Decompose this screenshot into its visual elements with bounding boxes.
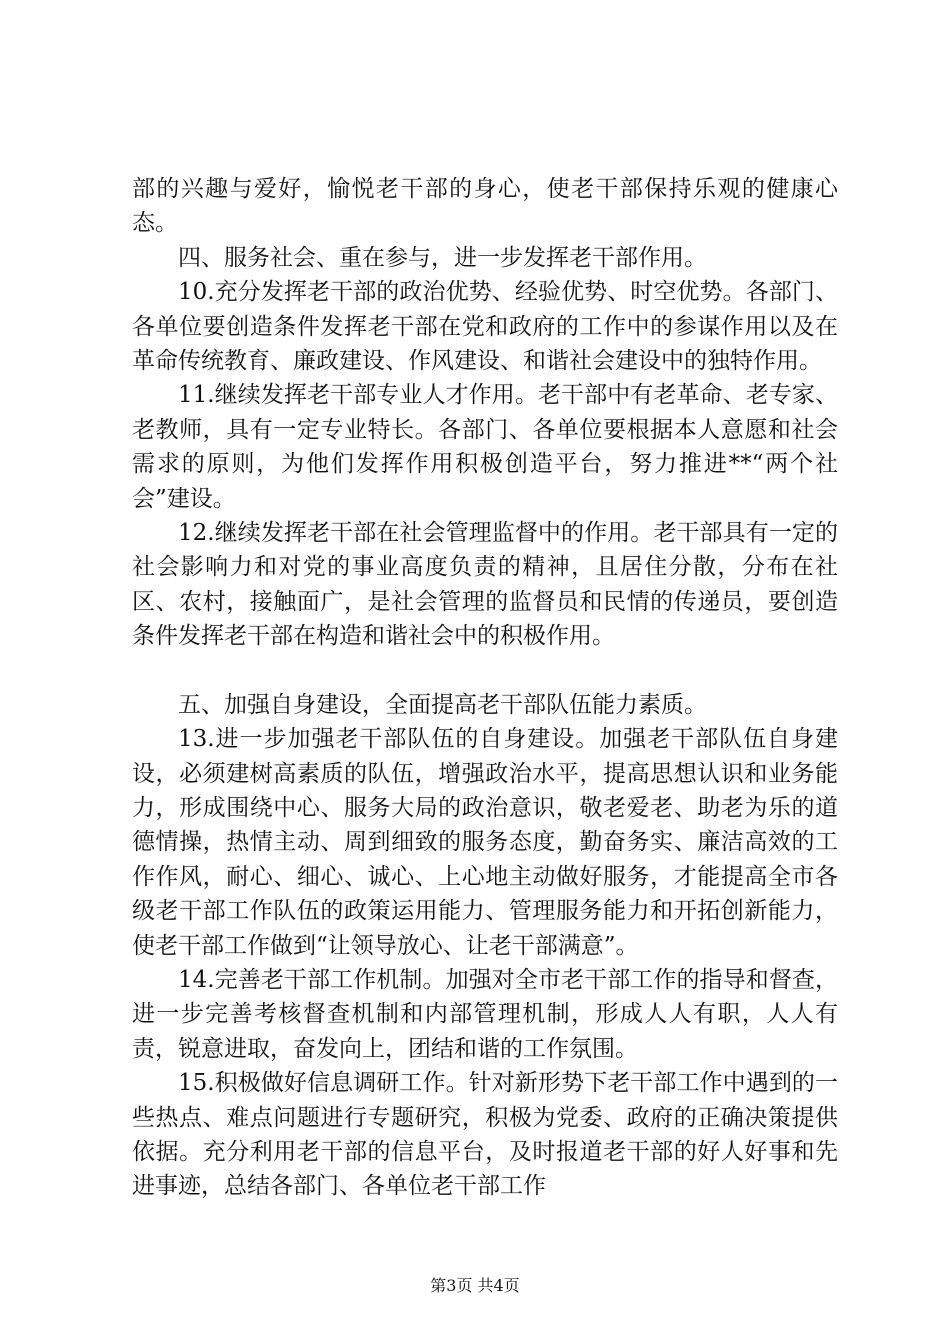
paragraph-item-12: 12.继续发挥老干部在社会管理监督中的作用。老干部具有一定的社会影响力和对党的事业高度负责的精神，且居住分散，分布在社区、农村，接触面广，是社会管理的监督员和民情的传递员，要创造条件发挥老干部在构造和谐社会中的积极作用。	[132, 520, 838, 650]
paragraph-item-10: 10.充分发挥老干部的政治优势、经验优势、时空优势。各部门、各单位要创造条件发挥老干部在党和政府的工作中的参谋作用以及在革命传统教育、廉政建设、作风建设、和谐社会建设中的独特作用。	[132, 279, 838, 375]
blank-line	[132, 654, 838, 688]
paragraph-item-14: 14.完善老干部工作机制。加强对全市老干部工作的指导和督查，进一步完善考核督查机制和内部管理机制，形成人人有职，人人有责，锐意进取，奋发向上，团结和谐的工作氛围。	[132, 966, 838, 1062]
document-body	[132, 172, 838, 1204]
section-heading-four: 四、服务社会、重在参与，进一步发挥老干部作用。	[178, 244, 707, 271]
paragraph-item-11: 11.继续发挥老干部专业人才作用。老干部中有老革命、老专家、老教师，具有一定专业特长。各部门、各单位要根据本人意愿和社会需求的原则，为他们发挥作用积极创造平台，努力推进**“两个社会”建设。	[132, 382, 838, 512]
page-number-footer: 第3页 共4页	[430, 1276, 520, 1295]
paragraph-continuation: 部的兴趣与爱好，愉悦老干部的身心，使老干部保持乐观的健康心态。	[132, 176, 838, 237]
paragraph-item-13: 13.进一步加强老干部队伍的自身建设。加强老干部队伍自身建设，必须建树高素质的队伍，增强政治水平，提高思想认识和业务能力，形成围绕中心、服务大局的政治意识，敬老爱老、助老为乐的道德情操，热情主动、周到细致的服务态度，勤奋务实、廉洁高效的工作作风，耐心、细心、诚心、上心地主动做好服务，才能提高全市各级老干部工作队伍的政策运用能力、管理服务能力和开拓创新能力，使老干部工作做到“让领导放心、让老干部满意”。	[132, 726, 838, 959]
paragraph-item-15: 15.积极做好信息调研工作。针对新形势下老干部工作中遇到的一些热点、难点问题进行专题研究，积极为党委、政府的正确决策提供依据。充分利用老干部的信息平台，及时报道老干部的好人好事和先进事迹，总结各部门、各单位老干部工作	[132, 1070, 838, 1200]
section-heading-five: 五、加强自身建设，全面提高老干部队伍能力素质。	[178, 691, 707, 718]
